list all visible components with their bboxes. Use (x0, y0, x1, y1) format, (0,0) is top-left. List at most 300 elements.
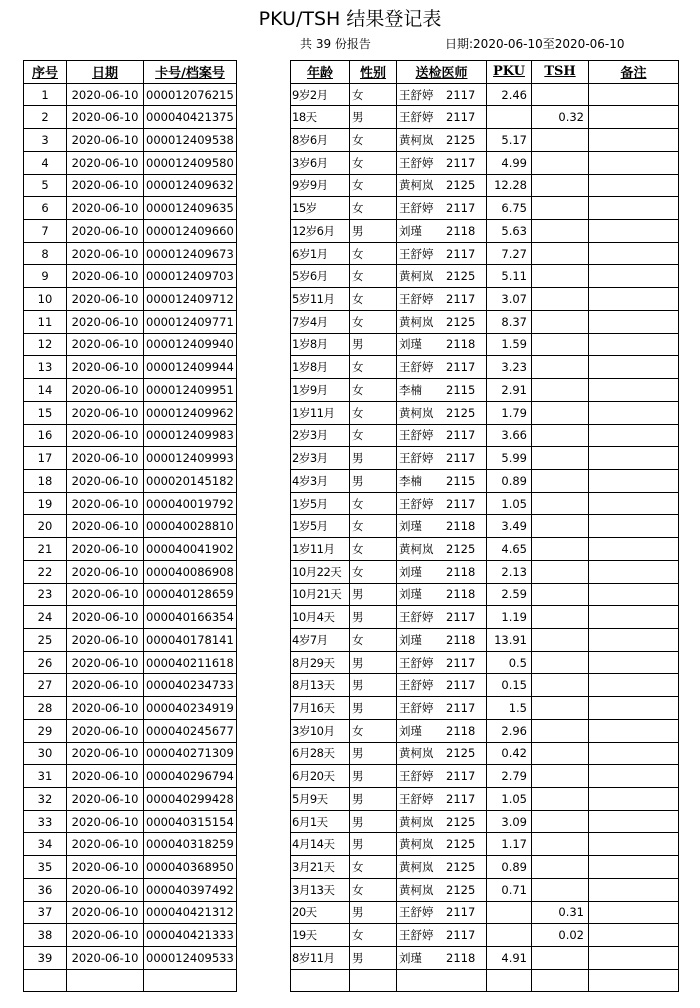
doctor-name: 王舒婷 (399, 769, 434, 784)
table-row (24, 947, 237, 970)
tsh-cell (532, 628, 589, 651)
pku-cell: 0.89 (487, 856, 532, 879)
sex-cell: 男 (350, 674, 397, 697)
table-row (24, 901, 237, 924)
header-card: 卡号/档案号 (144, 61, 237, 84)
pku-cell: 5.63 (487, 220, 532, 243)
doctor-code: 2125 (446, 314, 476, 329)
pku-cell: 1.17 (487, 833, 532, 856)
doctor-cell (397, 719, 487, 742)
sex-cell: 女 (350, 242, 397, 265)
doctor-cell (397, 401, 487, 424)
note-cell (589, 651, 679, 674)
doctor-name: 刘瑾 (399, 632, 422, 647)
pku-cell: 1.05 (487, 492, 532, 515)
doctor-code: 2117 (446, 360, 476, 375)
doctor-cell (397, 129, 487, 152)
age-cell: 3月13天 (291, 878, 350, 901)
seq-cell: 3 (24, 129, 67, 152)
table-row (24, 651, 237, 674)
tsh-cell (532, 765, 589, 788)
note-cell (589, 697, 679, 720)
note-cell (589, 333, 679, 356)
pku-cell: 4.91 (487, 947, 532, 970)
doctor-code: 2125 (446, 269, 476, 284)
table-row (24, 174, 237, 197)
table-row (24, 583, 237, 606)
table-row (291, 197, 679, 220)
doctor-code: 2118 (446, 223, 476, 238)
date-cell: 2020-06-10 (67, 356, 144, 379)
note-cell (589, 765, 679, 788)
doctor-name: 黄柯岚 (399, 882, 434, 897)
doctor-name: 黄柯岚 (399, 541, 434, 556)
age-cell: 19天 (291, 924, 350, 947)
date-cell: 2020-06-10 (67, 651, 144, 674)
table-row (291, 788, 679, 811)
left-table (23, 60, 237, 992)
header-age: 年龄 (291, 61, 350, 84)
date-cell: 2020-06-10 (67, 947, 144, 970)
table-row (291, 288, 679, 311)
sex-cell: 男 (350, 742, 397, 765)
age-cell: 1岁5月 (291, 492, 350, 515)
table-row (291, 356, 679, 379)
pku-cell: 1.5 (487, 697, 532, 720)
table-row (24, 197, 237, 220)
doctor-cell (397, 628, 487, 651)
date-cell: 2020-06-10 (67, 265, 144, 288)
age-cell: 3岁6月 (291, 151, 350, 174)
card-cell: 000040421375 (144, 106, 237, 129)
sex-cell: 女 (350, 560, 397, 583)
doctor-cell (397, 106, 487, 129)
doctor-name: 刘瑾 (399, 587, 422, 602)
tsh-cell (532, 151, 589, 174)
doctor-code: 2125 (446, 405, 476, 420)
sex-cell: 男 (350, 469, 397, 492)
card-cell: 000040128659 (144, 583, 237, 606)
date-cell: 2020-06-10 (67, 174, 144, 197)
seq-cell: 2 (24, 106, 67, 129)
date-cell: 2020-06-10 (67, 833, 144, 856)
doctor-name: 王舒婷 (399, 905, 434, 920)
tsh-cell (532, 515, 589, 538)
table-row (291, 379, 679, 402)
table-row (24, 606, 237, 629)
doctor-code: 2118 (446, 632, 476, 647)
card-cell: 000040211618 (144, 651, 237, 674)
doctor-code: 2118 (446, 519, 476, 534)
sex-cell: 男 (350, 947, 397, 970)
doctor-cell (397, 878, 487, 901)
card-cell: 000040421333 (144, 924, 237, 947)
seq-cell: 14 (24, 379, 67, 402)
doctor-cell (397, 606, 487, 629)
table-row (24, 924, 237, 947)
seq-cell: 22 (24, 560, 67, 583)
note-cell (589, 106, 679, 129)
card-cell: 000040086908 (144, 560, 237, 583)
doctor-cell (397, 447, 487, 470)
doctor-code: 2117 (446, 496, 476, 511)
doctor-code: 2117 (446, 791, 476, 806)
seq-cell: 1 (24, 83, 67, 106)
note-cell (589, 447, 679, 470)
table-row (24, 288, 237, 311)
table-row (24, 856, 237, 879)
doctor-name: 王舒婷 (399, 110, 434, 125)
table-row (291, 924, 679, 947)
pku-cell: 4.65 (487, 538, 532, 561)
tsh-cell (532, 356, 589, 379)
doctor-name: 刘瑾 (399, 337, 422, 352)
tsh-cell (532, 424, 589, 447)
pku-cell: 2.46 (487, 83, 532, 106)
seq-cell: 35 (24, 856, 67, 879)
date-cell: 2020-06-10 (67, 401, 144, 424)
table-row (24, 628, 237, 651)
pku-cell: 3.09 (487, 810, 532, 833)
pku-cell (487, 901, 532, 924)
note-cell (589, 220, 679, 243)
pku-cell (487, 924, 532, 947)
doctor-name: 王舒婷 (399, 428, 434, 443)
date-cell: 2020-06-10 (67, 310, 144, 333)
sex-cell: 女 (350, 878, 397, 901)
empty-cell (24, 969, 67, 992)
doctor-name: 王舒婷 (399, 928, 434, 943)
table-row (24, 151, 237, 174)
age-cell: 8月29天 (291, 651, 350, 674)
date-cell: 2020-06-10 (67, 129, 144, 152)
date-cell: 2020-06-10 (67, 856, 144, 879)
age-cell: 4岁3月 (291, 469, 350, 492)
age-cell: 12岁6月 (291, 220, 350, 243)
card-cell: 000012409632 (144, 174, 237, 197)
pku-cell: 0.71 (487, 878, 532, 901)
age-cell: 10月22天 (291, 560, 350, 583)
date-cell: 2020-06-10 (67, 719, 144, 742)
table-row (291, 765, 679, 788)
seq-cell: 31 (24, 765, 67, 788)
table-row (24, 538, 237, 561)
note-cell (589, 606, 679, 629)
doctor-code: 2118 (446, 587, 476, 602)
doctor-name: 刘瑾 (399, 223, 422, 238)
seq-cell: 37 (24, 901, 67, 924)
empty-cell (67, 969, 144, 992)
doctor-cell (397, 220, 487, 243)
card-cell: 000040178141 (144, 628, 237, 651)
seq-cell: 9 (24, 265, 67, 288)
card-cell: 000040421312 (144, 901, 237, 924)
pku-cell: 5.99 (487, 447, 532, 470)
card-cell: 000040318259 (144, 833, 237, 856)
table-row (291, 174, 679, 197)
pku-cell: 1.19 (487, 606, 532, 629)
doctor-code: 2117 (446, 655, 476, 670)
empty-cell (144, 969, 237, 992)
tsh-cell (532, 288, 589, 311)
doctor-cell (397, 174, 487, 197)
page-title: PKU/TSH 结果登记表 (258, 8, 442, 30)
tsh-cell (532, 492, 589, 515)
age-cell: 4岁7月 (291, 628, 350, 651)
card-cell: 000020145182 (144, 469, 237, 492)
card-cell: 000012409993 (144, 447, 237, 470)
note-cell (589, 924, 679, 947)
table-row (291, 628, 679, 651)
pku-cell: 3.66 (487, 424, 532, 447)
note-cell (589, 492, 679, 515)
doctor-name: 王舒婷 (399, 87, 434, 102)
age-cell: 20天 (291, 901, 350, 924)
table-row (24, 697, 237, 720)
doctor-code: 2117 (446, 110, 476, 125)
note-cell (589, 833, 679, 856)
seq-cell: 28 (24, 697, 67, 720)
card-cell: 000040041902 (144, 538, 237, 561)
age-cell: 10月4天 (291, 606, 350, 629)
doctor-code: 2125 (446, 860, 476, 875)
note-cell (589, 515, 679, 538)
note-cell (589, 356, 679, 379)
date-cell: 2020-06-10 (67, 469, 144, 492)
doctor-name: 黄柯岚 (399, 269, 434, 284)
tsh-cell (532, 742, 589, 765)
empty-row (291, 969, 679, 992)
table-row (24, 424, 237, 447)
seq-cell: 12 (24, 333, 67, 356)
table-row (291, 878, 679, 901)
note-cell (589, 310, 679, 333)
left-header-row (24, 61, 237, 84)
date-cell: 2020-06-10 (67, 515, 144, 538)
doctor-cell (397, 379, 487, 402)
seq-cell: 19 (24, 492, 67, 515)
doctor-name: 王舒婷 (399, 451, 434, 466)
doctor-name: 刘瑾 (399, 723, 422, 738)
doctor-name: 黄柯岚 (399, 814, 434, 829)
note-cell (589, 379, 679, 402)
doctor-cell (397, 151, 487, 174)
table-row (24, 878, 237, 901)
seq-cell: 11 (24, 310, 67, 333)
doctor-cell (397, 810, 487, 833)
doctor-code: 2117 (446, 610, 476, 625)
seq-cell: 32 (24, 788, 67, 811)
pku-cell: 1.59 (487, 333, 532, 356)
date-cell: 2020-06-10 (67, 379, 144, 402)
date-cell: 2020-06-10 (67, 197, 144, 220)
tsh-cell (532, 242, 589, 265)
table-row (24, 765, 237, 788)
tsh-cell (532, 719, 589, 742)
doctor-name: 王舒婷 (399, 246, 434, 261)
table-row (24, 242, 237, 265)
seq-cell: 7 (24, 220, 67, 243)
card-cell: 000040271309 (144, 742, 237, 765)
date-cell: 2020-06-10 (67, 424, 144, 447)
age-cell: 7月16天 (291, 697, 350, 720)
doctor-cell (397, 310, 487, 333)
seq-cell: 23 (24, 583, 67, 606)
sex-cell: 女 (350, 356, 397, 379)
age-cell: 18天 (291, 106, 350, 129)
note-cell (589, 878, 679, 901)
empty-cell (532, 969, 589, 992)
table-row (291, 606, 679, 629)
age-cell: 8岁6月 (291, 129, 350, 152)
seq-cell: 26 (24, 651, 67, 674)
seq-cell: 34 (24, 833, 67, 856)
doctor-code: 2125 (446, 541, 476, 556)
seq-cell: 5 (24, 174, 67, 197)
sex-cell: 女 (350, 83, 397, 106)
tsh-cell (532, 83, 589, 106)
empty-cell (487, 969, 532, 992)
card-cell: 000040296794 (144, 765, 237, 788)
table-row (291, 560, 679, 583)
doctor-name: 王舒婷 (399, 791, 434, 806)
empty-cell (350, 969, 397, 992)
doctor-name: 刘瑾 (399, 950, 422, 965)
doctor-name: 王舒婷 (399, 700, 434, 715)
age-cell: 1岁9月 (291, 379, 350, 402)
date-cell: 2020-06-10 (67, 333, 144, 356)
table-row (291, 583, 679, 606)
doctor-cell (397, 83, 487, 106)
seq-cell: 27 (24, 674, 67, 697)
table-row (24, 515, 237, 538)
seq-cell: 20 (24, 515, 67, 538)
doctor-code: 2118 (446, 723, 476, 738)
sex-cell: 男 (350, 220, 397, 243)
tsh-cell (532, 401, 589, 424)
sex-cell: 男 (350, 651, 397, 674)
sex-cell: 女 (350, 924, 397, 947)
sex-cell: 女 (350, 492, 397, 515)
doctor-name: 王舒婷 (399, 292, 434, 307)
tsh-cell: 0.02 (532, 924, 589, 947)
table-row (291, 742, 679, 765)
age-cell: 2岁3月 (291, 424, 350, 447)
table-row (24, 310, 237, 333)
pku-cell: 0.42 (487, 742, 532, 765)
age-cell: 3岁10月 (291, 719, 350, 742)
table-row (291, 492, 679, 515)
tsh-cell (532, 697, 589, 720)
table-row (291, 651, 679, 674)
tsh-cell (532, 379, 589, 402)
sex-cell: 男 (350, 447, 397, 470)
table-row (24, 356, 237, 379)
card-cell: 000012409983 (144, 424, 237, 447)
sex-cell: 女 (350, 174, 397, 197)
tsh-cell (532, 947, 589, 970)
pku-cell: 3.49 (487, 515, 532, 538)
card-cell: 000040299428 (144, 788, 237, 811)
age-cell: 6月1天 (291, 810, 350, 833)
seq-cell: 6 (24, 197, 67, 220)
age-cell: 8岁11月 (291, 947, 350, 970)
tsh-cell (532, 810, 589, 833)
doctor-name: 李楠 (399, 473, 422, 488)
right-header-row (291, 61, 679, 84)
table-row (291, 810, 679, 833)
sex-cell: 女 (350, 628, 397, 651)
seq-cell: 24 (24, 606, 67, 629)
pku-cell: 0.15 (487, 674, 532, 697)
header-sex: 性别 (350, 61, 397, 84)
pku-cell: 1.79 (487, 401, 532, 424)
card-cell: 000012409533 (144, 947, 237, 970)
seq-cell: 10 (24, 288, 67, 311)
card-cell: 000012409944 (144, 356, 237, 379)
seq-cell: 36 (24, 878, 67, 901)
table-row (291, 833, 679, 856)
seq-cell: 38 (24, 924, 67, 947)
age-cell: 1岁11月 (291, 538, 350, 561)
seq-cell: 15 (24, 401, 67, 424)
table-row (291, 401, 679, 424)
card-cell: 000012409940 (144, 333, 237, 356)
seq-cell: 16 (24, 424, 67, 447)
doctor-code: 2117 (446, 428, 476, 443)
sex-cell: 男 (350, 765, 397, 788)
pku-cell: 0.5 (487, 651, 532, 674)
table-row (24, 83, 237, 106)
doctor-code: 2117 (446, 451, 476, 466)
doctor-code: 2115 (446, 382, 476, 397)
note-cell (589, 401, 679, 424)
pku-cell: 5.11 (487, 265, 532, 288)
doctor-name: 黄柯岚 (399, 860, 434, 875)
doctor-name: 王舒婷 (399, 655, 434, 670)
doctor-name: 黄柯岚 (399, 837, 434, 852)
note-cell (589, 424, 679, 447)
doctor-code: 2125 (446, 837, 476, 852)
table-row (24, 469, 237, 492)
date-cell: 2020-06-10 (67, 151, 144, 174)
doctor-code: 2117 (446, 155, 476, 170)
doctor-cell (397, 538, 487, 561)
date-cell: 2020-06-10 (67, 628, 144, 651)
sex-cell: 男 (350, 788, 397, 811)
card-cell: 000040397492 (144, 878, 237, 901)
doctor-code: 2117 (446, 928, 476, 943)
header-tsh: TSH (532, 61, 589, 84)
sex-cell: 女 (350, 424, 397, 447)
tsh-cell: 0.32 (532, 106, 589, 129)
doctor-cell (397, 901, 487, 924)
tsh-cell (532, 674, 589, 697)
empty-row (24, 969, 237, 992)
age-cell: 1岁11月 (291, 401, 350, 424)
doctor-cell (397, 788, 487, 811)
note-cell (589, 151, 679, 174)
card-cell: 000012409635 (144, 197, 237, 220)
tsh-cell (532, 174, 589, 197)
age-cell: 6月20天 (291, 765, 350, 788)
table-row (291, 242, 679, 265)
card-cell: 000040019792 (144, 492, 237, 515)
sex-cell: 男 (350, 810, 397, 833)
seq-cell: 30 (24, 742, 67, 765)
doctor-cell (397, 424, 487, 447)
doctor-cell (397, 288, 487, 311)
